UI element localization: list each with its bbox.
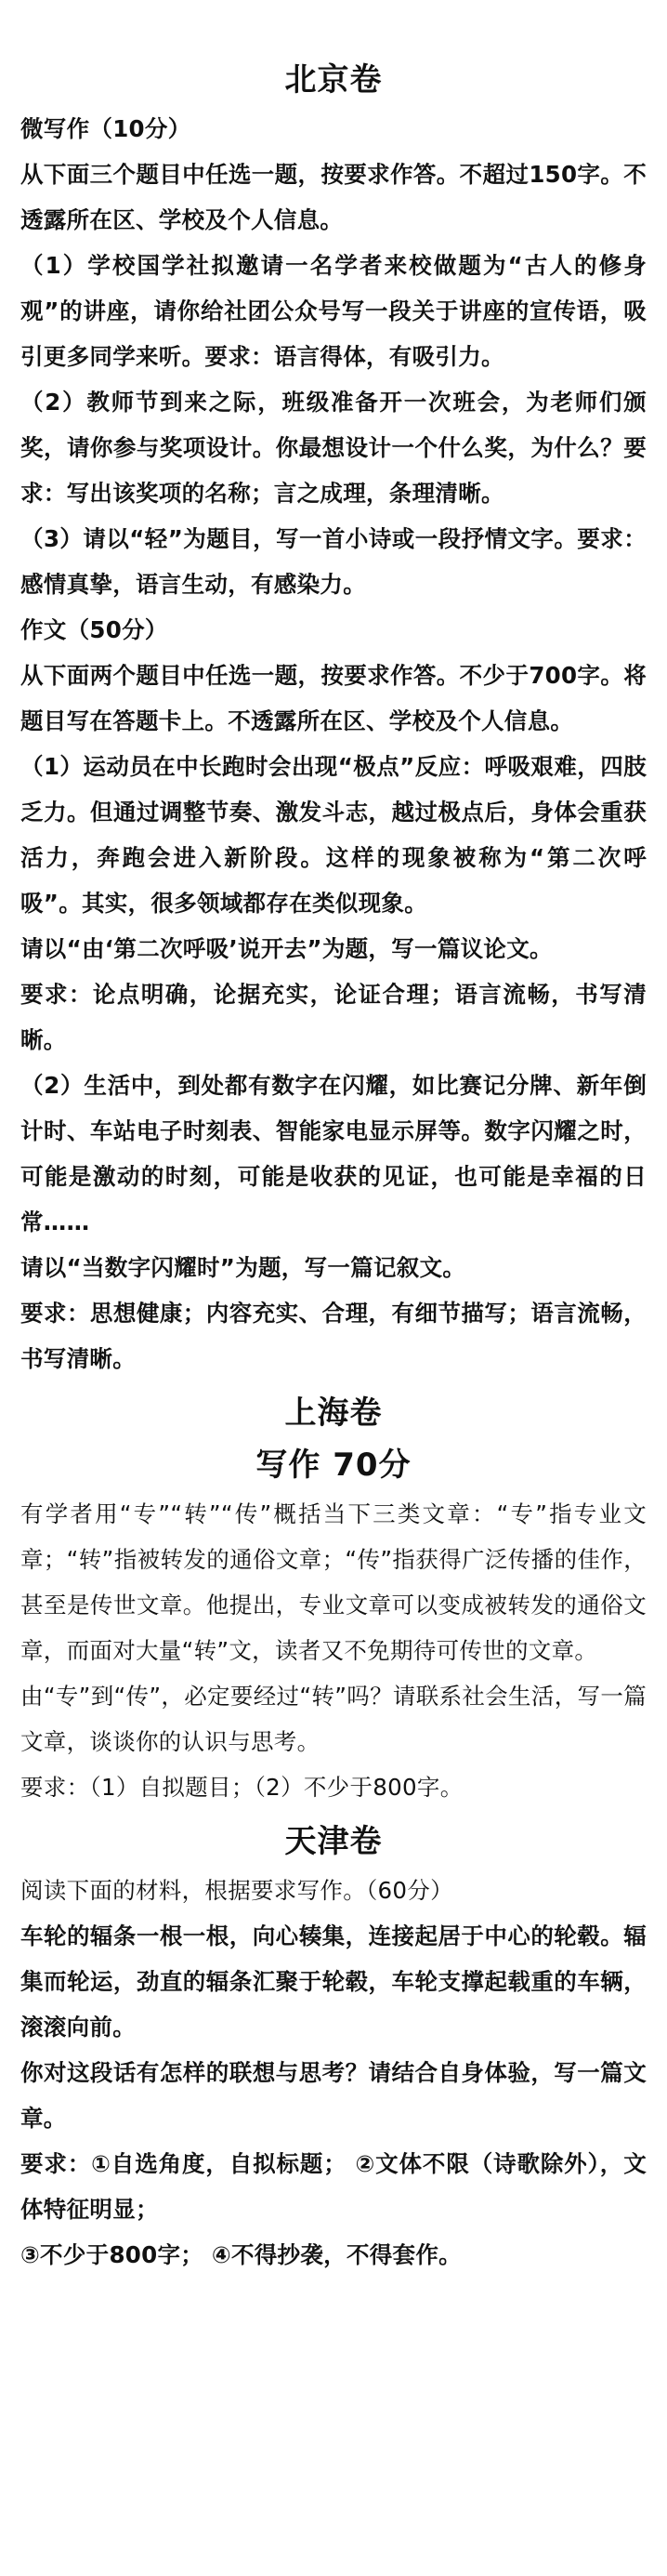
micro-writing-q3: （3）请以“轻”为题目，写一首小诗或一段抒情文字。要求：感情真挚，语言生动，有感染力。 bbox=[20, 525, 647, 598]
micro-writing-q1: （1）学校国学社拟邀请一名学者来校做题为“古人的修身观”的讲座，请你给社团公众号写一段关于讲座的宣传语，吸引更多同学来听。要求：语言得体，有吸引力。 bbox=[20, 252, 647, 370]
micro-writing-q2: （2）教师节到来之际，班级准备开一次班会，为老师们颁奖，请你参与奖项设计。你最想设计一个什么奖，为什么？要求：写出该奖项的名称；言之成理，条理清晰。 bbox=[20, 389, 647, 507]
essay-q1-task: 请以“由‘第二次呼吸’说开去”为题，写一篇议论文。 bbox=[20, 935, 553, 962]
micro-writing-intro: 从下面三个题目中任选一题，按要求作答。不超过150字。不透露所在区、学校及个人信息。 bbox=[20, 161, 647, 233]
essay-q1: （1）运动员在中长跑时会出现“极点”反应：呼吸艰难，四肢乏力。但通过调整节奏、激发斗志，越过极点后，身体会重获活力，奔跑会进入新阶段。这样的现象被称为“第二次呼吸”。其实，很多领域都存在类似现象。 bbox=[20, 753, 647, 917]
essay-intro: 从下面两个题目中任选一题，按要求作答。不少于700字。将题目写在答题卡上。不透露所在区、学校及个人信息。 bbox=[20, 662, 647, 734]
essay-label: 作文（50分） bbox=[20, 616, 168, 643]
tianjin-title: 天津卷 bbox=[284, 1823, 383, 1860]
shanghai-title: 上海卷 bbox=[284, 1394, 383, 1432]
essay-q2-requirements: 要求：思想健康；内容充实、合理，有细节描写；语言流畅，书写清晰。 bbox=[20, 1300, 647, 1372]
tianjin-requirements-1: 要求：①自选角度，自拟标题； ②文体不限（诗歌除外），文体特征明显； bbox=[20, 2150, 647, 2223]
beijing-title: 北京卷 bbox=[284, 61, 383, 99]
essay-q1-requirements: 要求：论点明确，论据充实，论证合理；语言流畅，书写清晰。 bbox=[20, 981, 647, 1053]
essay-q2-task: 请以“当数字闪耀时”为题，写一篇记叙文。 bbox=[20, 1254, 466, 1281]
tianjin-intro: 阅读下面的材料，根据要求写作。（60分） bbox=[20, 1877, 453, 1904]
micro-writing-label: 微写作（10分） bbox=[20, 115, 191, 142]
essay-q2: （2）生活中，到处都有数字在闪耀，如比赛记分牌、新年倒计时、车站电子时刻表、智能家电显示屏等。数字闪耀之时，可能是激动的时刻，可能是收获的见证，也可能是幸福的日常…… bbox=[20, 1072, 647, 1235]
shanghai-requirements: 要求：（1）自拟题目；（2）不少于800字。 bbox=[20, 1774, 464, 1801]
shanghai-paragraph-1: 有学者用“专”“转”“传”概括当下三类文章：“专”指专业文章；“转”指被转发的通俗文章；“传”指获得广泛传播的佳作，甚至是传世文章。他提出，专业文章可以变成被转发的通俗文章，而面对大量“转”文，读者又不免期待可传世的文章。 bbox=[20, 1500, 647, 1664]
tianjin-paragraph-1: 车轮的辐条一根一根，向心辏集，连接起居于中心的轮毂。辐集而轮运，劲直的辐条汇聚于轮毂，车轮支撑起载重的车辆，滚滚向前。 bbox=[20, 1922, 647, 2041]
shanghai-paragraph-2: 由“专”到“传”，必定要经过“转”吗？请联系社会生活，写一篇文章，谈谈你的认识与思考。 bbox=[20, 1683, 647, 1755]
tianjin-paragraph-2: 你对这段话有怎样的联想与思考？请结合自身体验，写一篇文章。 bbox=[20, 2059, 647, 2132]
tianjin-requirements-2: ③不少于800字； ④不得抄袭，不得套作。 bbox=[20, 2241, 462, 2268]
shanghai-subtitle: 写作 70分 bbox=[255, 1447, 412, 1484]
